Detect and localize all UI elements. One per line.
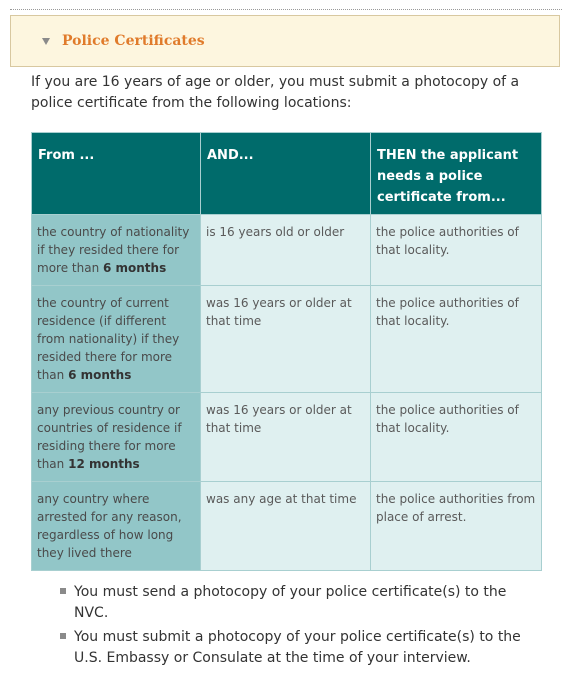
cell-then: the police authorities of that locality.: [371, 393, 542, 482]
cell-from: [32, 393, 201, 482]
header-then: THEN the applicant needs a police certificate from...: [371, 133, 542, 215]
cell-from: [32, 482, 201, 571]
police-certificates-section-toggle[interactable]: [10, 15, 560, 67]
cell-from: [32, 215, 201, 286]
list-item: [58, 627, 538, 669]
cell-from-text: any previous country or countries of residence if residing there for more than: [37, 403, 182, 471]
cell-from-text: any country where arrested for any reason, regardless of how long they lived there: [37, 492, 182, 560]
header-and: AND...: [201, 133, 371, 215]
notes-list: [58, 582, 538, 672]
table-row: [32, 286, 542, 393]
cell-from: [32, 286, 201, 393]
intro-text: If you are 16 years of age or older, you must submit a photocopy of a police certificate from the following locations:: [31, 74, 520, 111]
table-row: [32, 482, 542, 571]
dotted-divider: [10, 9, 562, 10]
cell-and: is 16 years old or older: [201, 215, 371, 286]
cell-then: the police authorities of that locality.: [371, 215, 542, 286]
cell-from-text: the country of current residence (if different from nationality) if they resided there for more than: [37, 296, 180, 382]
cell-then: the police authorities from place of arrest.: [371, 482, 542, 571]
cell-and: was 16 years or older at that time: [201, 286, 371, 393]
cell-from-duration: 12 months: [68, 457, 140, 471]
triangle-down-icon[interactable]: [42, 38, 50, 45]
table-row: [32, 393, 542, 482]
table-header-row: [32, 133, 542, 215]
cell-from-duration: 6 months: [68, 368, 132, 382]
list-item: [58, 582, 538, 624]
cell-and: was 16 years or older at that time: [201, 393, 371, 482]
note-text: You must send a photocopy of your police certificate(s) to the NVC.: [74, 584, 507, 621]
cell-then: the police authorities of that locality.: [371, 286, 542, 393]
header-from: From ...: [32, 133, 201, 215]
square-bullet-icon: [60, 588, 66, 594]
cell-from-text: the country of nationality if they resided there for more than: [37, 225, 190, 275]
police-certificate-table: [31, 132, 542, 571]
section-title: Police Certificates: [62, 33, 205, 49]
cell-from-duration: 6 months: [102, 261, 167, 275]
cell-and: was any age at that time: [201, 482, 371, 571]
note-text: You must submit a photocopy of your police certificate(s) to the U.S. Embassy or Consulate at the time of your interview.: [74, 629, 521, 666]
square-bullet-icon: [60, 633, 66, 639]
table-row: [32, 215, 542, 286]
